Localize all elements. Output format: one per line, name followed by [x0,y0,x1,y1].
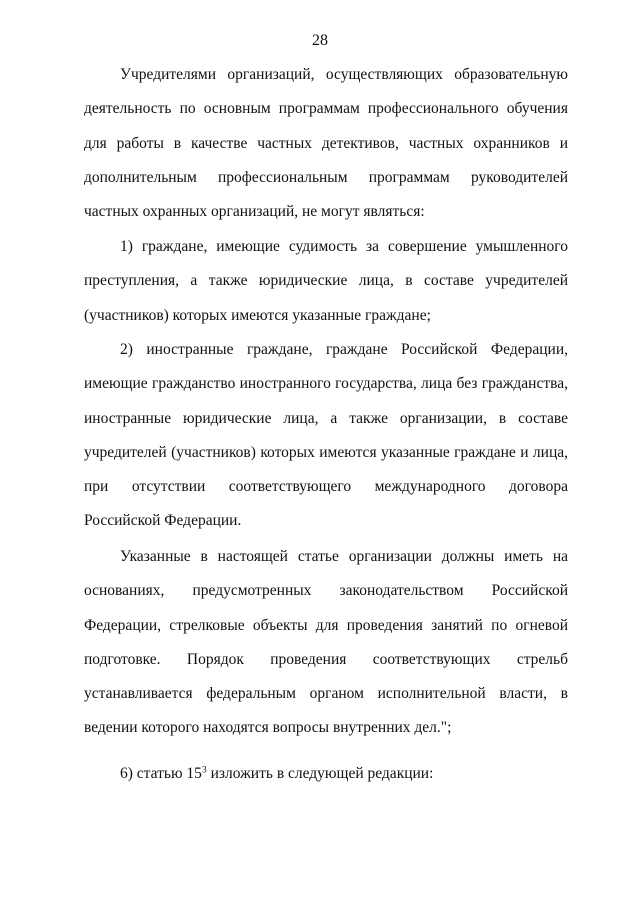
paragraph-article-15-3 [84,757,568,791]
paragraph-founders-restriction: Учредителями организаций, осуществляющих образовательную деятельность по основным программам профессионального обучения для работы в качестве частных детективов, частных охранников и дополнительным профессиональным программам руководителей частных охранных организаций, не могут являться: [84,66,568,221]
page-number: 28 [312,32,328,49]
article-text-after: изложить в следующей редакции: [206,765,434,782]
paragraph-shooting-facilities: Указанные в настоящей статье организации должны иметь на основаниях, предусмотренных законодательством Российской Федерации, стрелковые объекты для проведения занятий по огневой подготовке. Порядок проведения соответствующих стрельб устанавливается федеральным органом исполнительной власти, в ведении которого находятся вопросы внутренних дел."; [84,548,568,737]
paragraph-item-2: 2) иностранные граждане, граждане Российской Федерации, имеющие гражданство иностранного государства, лица без гражданства, иностранные юридические лица, а также организации, в составе учредителей (участников) которых имеются указанные граждане и лица, при отсутствии соответствующего международного договора Российской Федерации. [84,341,568,530]
article-text-before: 6) статью 15 [120,765,202,782]
article-superscript: 3 [201,764,207,776]
paragraph-item-1: 1) граждане, имеющие судимость за совершение умышленного преступления, а также юридические лица, в составе учредителей (участников) которых имеются указанные граждане; [84,238,568,324]
